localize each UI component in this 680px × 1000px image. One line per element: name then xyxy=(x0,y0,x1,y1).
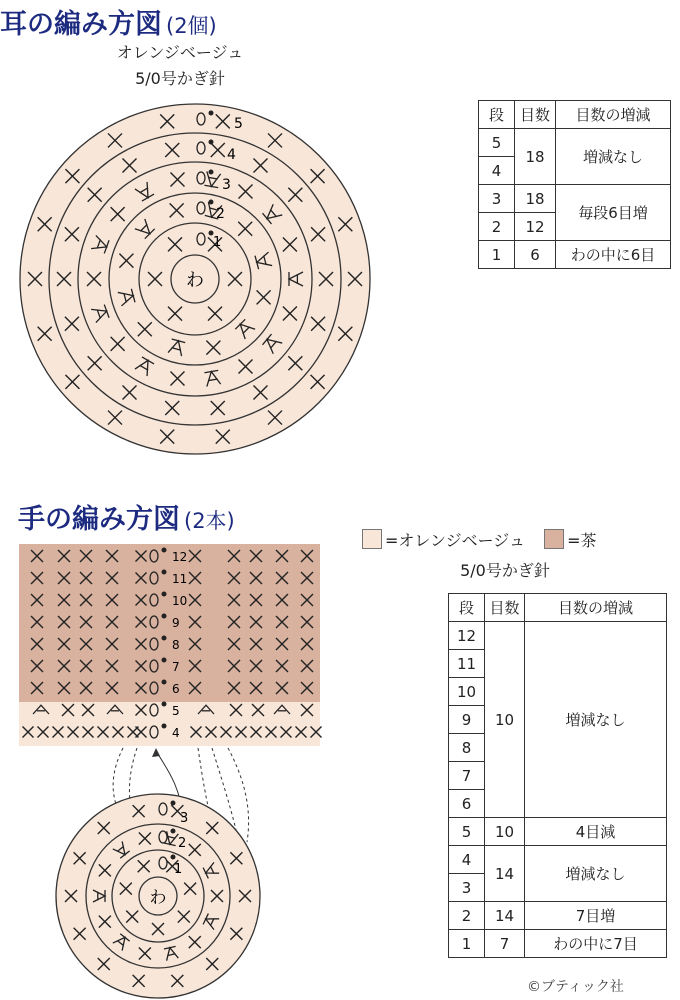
hand-table-header-change: 目数の増減 xyxy=(525,594,667,622)
credit: ©ブティック社 xyxy=(527,979,624,995)
slip-stitch-dot xyxy=(171,855,176,860)
hand-row-label: 11 xyxy=(172,572,188,586)
arrow-head xyxy=(152,748,160,757)
hand-row-label: 10 xyxy=(172,594,188,608)
hand-hook: 5/0号かぎ針 xyxy=(460,561,550,580)
hand-table-round: 5 xyxy=(449,818,485,846)
hand-table-round: 12 xyxy=(449,622,485,650)
hand-row-label: 7 xyxy=(172,660,180,674)
ear-count: (2個) xyxy=(166,14,217,38)
ear-table-change: わの中に6目 xyxy=(556,241,671,269)
ear-center-label: わ xyxy=(186,270,204,291)
hand-table-round: 4 xyxy=(449,846,485,874)
hand-table-round: 11 xyxy=(449,650,485,678)
legend-beige-label: =オレンジベージュ xyxy=(385,531,525,550)
hand-table-round: 7 xyxy=(449,762,485,790)
ear-round-label-5: 5 xyxy=(234,116,243,132)
ear-yarn: オレンジベージュ xyxy=(116,43,244,62)
slip-stitch-dot xyxy=(162,658,167,663)
hand-title-text: 手の編み方図 xyxy=(18,504,180,535)
slip-stitch-dot xyxy=(162,724,167,729)
slip-stitch-dot xyxy=(162,680,167,685)
slip-stitch-dot xyxy=(162,614,167,619)
hand-table-change: わの中に7目 xyxy=(525,930,667,958)
slip-stitch-dot xyxy=(162,702,167,707)
ear-table-round: 1 xyxy=(479,241,515,269)
hand-table-round: 8 xyxy=(449,734,485,762)
hand-row-label: 12 xyxy=(172,550,188,564)
hand-table-change: 増減なし xyxy=(525,622,667,818)
ear-table-round: 5 xyxy=(479,129,515,157)
hand-round-label-2: 2 xyxy=(178,836,187,851)
ear-table-header-round: 段 xyxy=(479,101,515,129)
slip-stitch-dot xyxy=(171,829,176,834)
hand-table-change: 4目減 xyxy=(525,818,667,846)
ear-table-stitches: 12 xyxy=(515,213,556,241)
slip-stitch-dot xyxy=(162,570,167,575)
ear-table-header-change: 目数の増減 xyxy=(556,101,671,129)
ear-round-label-1: 1 xyxy=(213,235,222,250)
ear-table-change: 増減なし xyxy=(556,129,671,185)
ear-hook: 5/0号かぎ針 xyxy=(135,69,225,88)
ear-round-label-4: 4 xyxy=(227,147,236,163)
ear-table-round: 3 xyxy=(479,185,515,213)
hand-round-label-3: 3 xyxy=(180,811,189,826)
ear-table-round: 2 xyxy=(479,213,515,241)
ear-table-stitches: 6 xyxy=(515,241,556,269)
ear-round-label-2: 2 xyxy=(216,206,225,222)
hand-table-round: 3 xyxy=(449,874,485,902)
hand-count: (2本) xyxy=(184,509,235,533)
ear-table-header-stitches: 目数 xyxy=(515,101,556,129)
hand-table xyxy=(448,593,667,958)
hand-round-label-1: 1 xyxy=(174,862,183,877)
hand-row-label: 6 xyxy=(172,682,180,696)
slip-stitch-dot xyxy=(171,801,176,806)
hand-table-round: 10 xyxy=(449,678,485,706)
hand-table-stitches: 14 xyxy=(485,902,525,930)
ear-table-stitches: 18 xyxy=(515,185,556,213)
hand-table-header-round: 段 xyxy=(449,594,485,622)
ear-title-text: 耳の編み方図 xyxy=(0,9,162,40)
hand-table-change: 増減なし xyxy=(525,846,667,902)
hand-table-change: 7目増 xyxy=(525,902,667,930)
ear-table-round: 4 xyxy=(479,157,515,185)
hand-table-stitches: 14 xyxy=(485,846,525,902)
hand-table-round: 9 xyxy=(449,706,485,734)
hand-table-round: 1 xyxy=(449,930,485,958)
slip-stitch-dot xyxy=(162,592,167,597)
hand-row-label: 9 xyxy=(172,616,180,630)
hand-table-round: 2 xyxy=(449,902,485,930)
ear-table-stitches: 18 xyxy=(515,129,556,185)
ear-round-label-3: 3 xyxy=(222,177,231,193)
hand-beige-band xyxy=(19,702,320,746)
hand-row-label: 8 xyxy=(172,638,180,652)
hand-table-stitches: 7 xyxy=(485,930,525,958)
hand-center-label: わ xyxy=(149,888,167,908)
hand-row-label: 4 xyxy=(172,726,180,740)
legend-brown-label: =茶 xyxy=(567,531,597,550)
hand-table-header-stitches: 目数 xyxy=(485,594,525,622)
slip-stitch-dot xyxy=(162,548,167,553)
hand-table-stitches: 10 xyxy=(485,818,525,846)
hand-table-stitches: 10 xyxy=(485,622,525,818)
hand-row-label: 5 xyxy=(172,704,180,718)
hand-table-round: 6 xyxy=(449,790,485,818)
slip-stitch-dot xyxy=(162,636,167,641)
ear-table-change: 毎段6目増 xyxy=(556,185,671,241)
